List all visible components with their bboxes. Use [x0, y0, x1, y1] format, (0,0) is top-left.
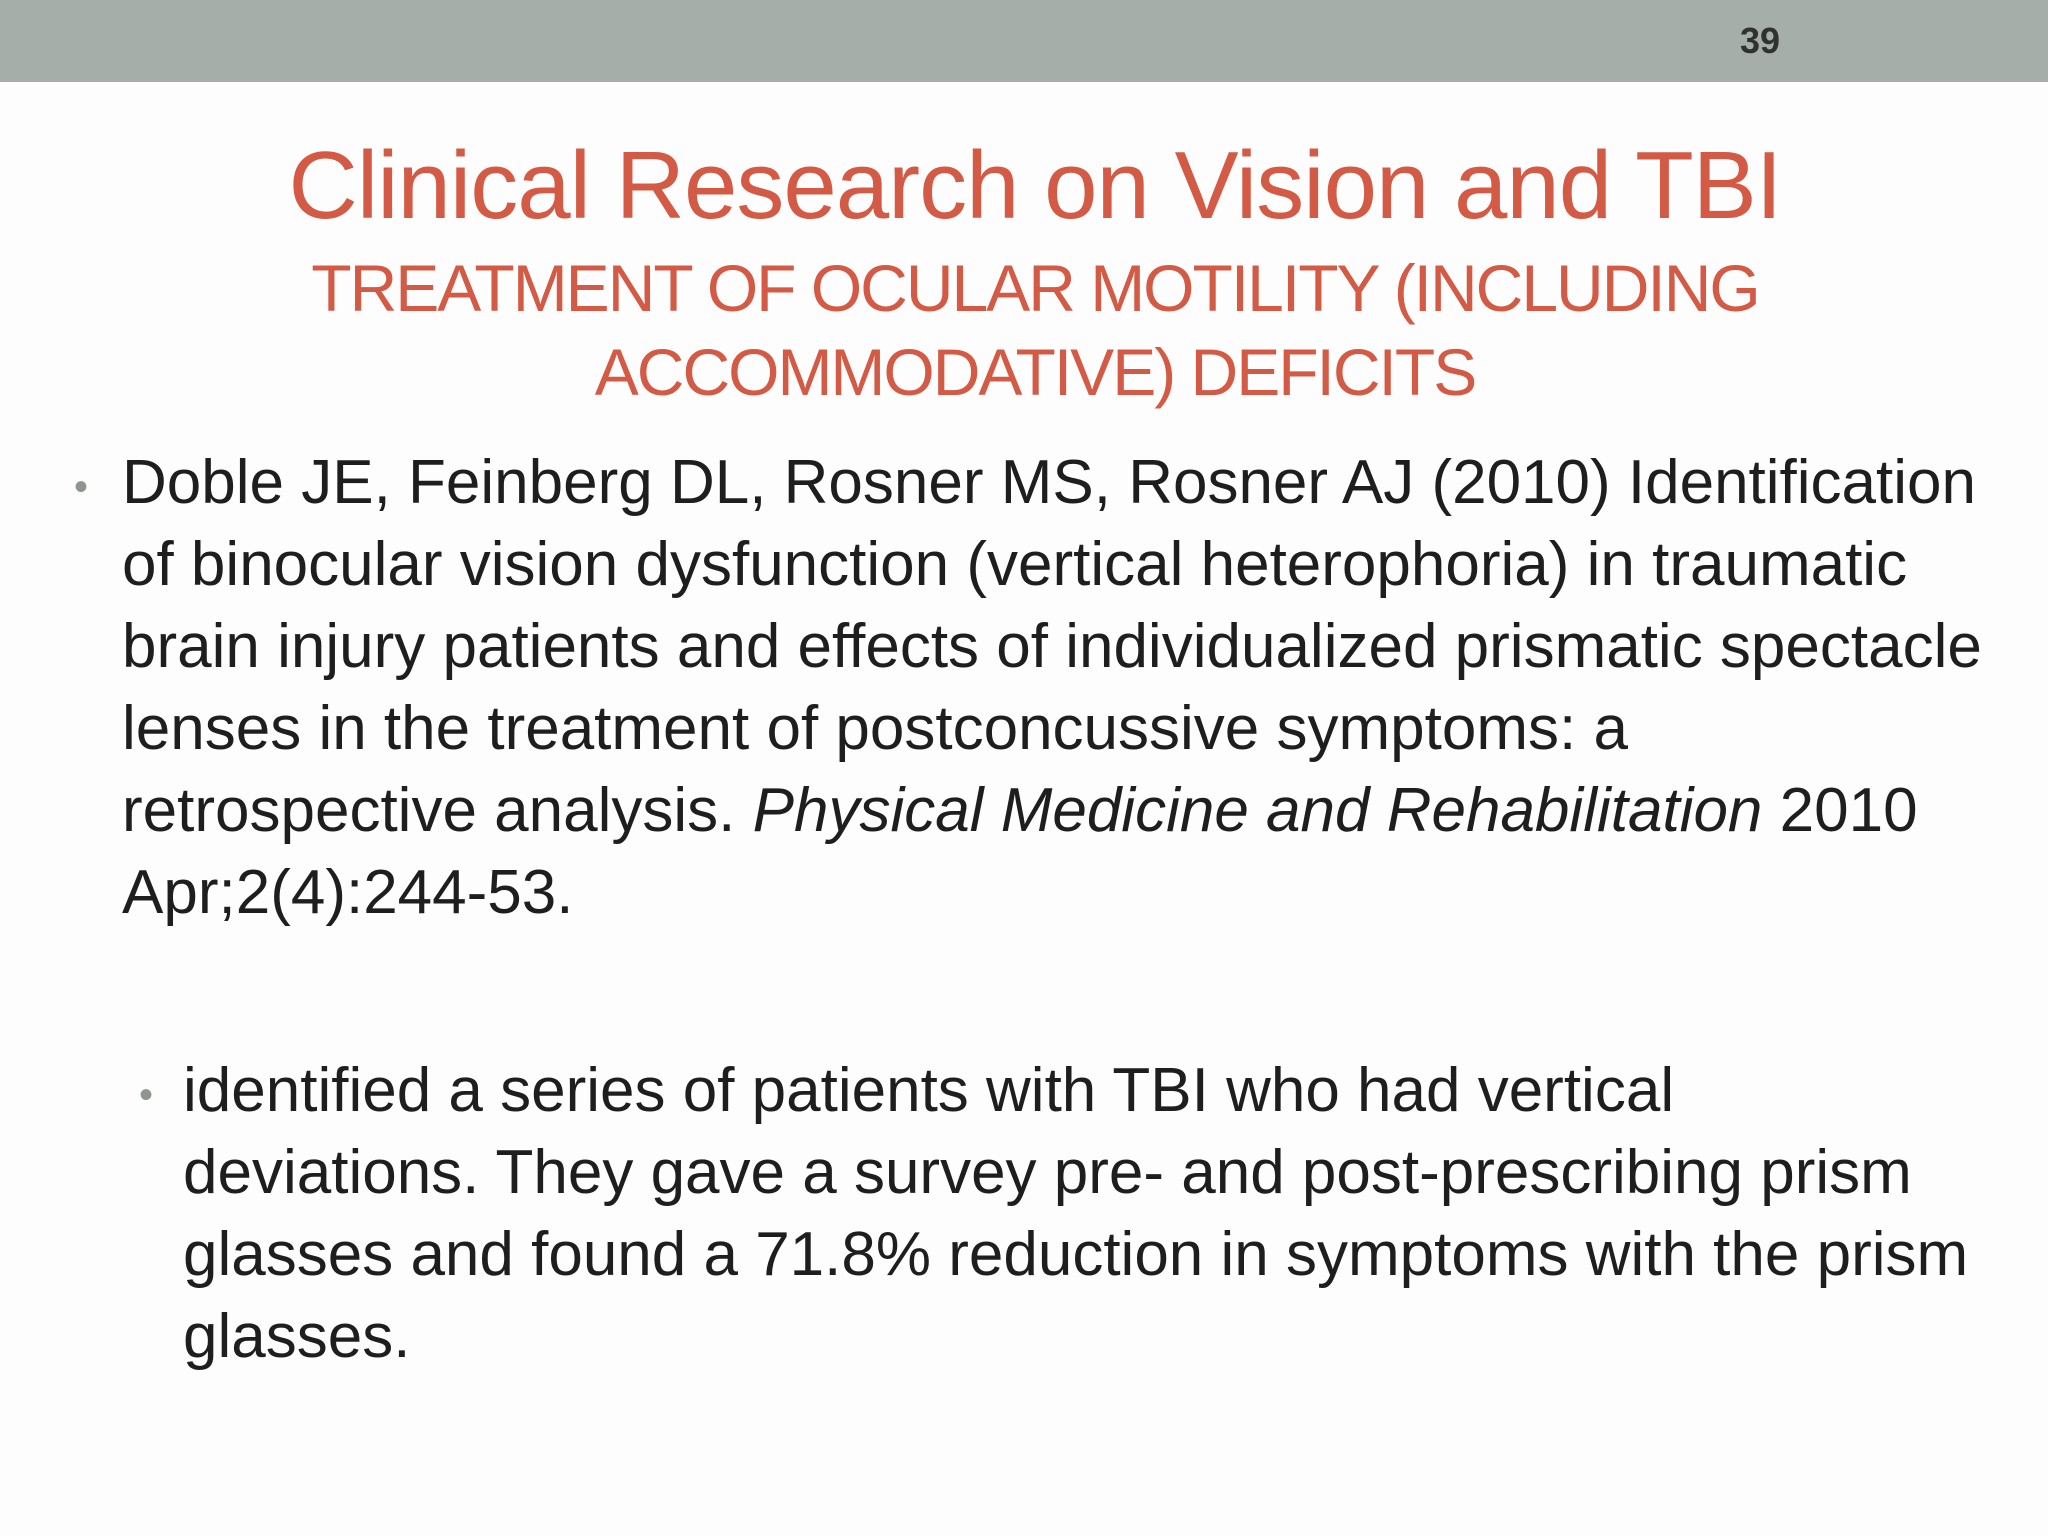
reference-journal: Physical Medicine and Rehabilitation [752, 776, 1763, 845]
bullet-marker: • [74, 465, 89, 509]
finding-text: identified a series of patients with TBI who had vertical deviations. They gave a survey pre- and post-prescribing prism glasses and found a 71.8% reduction in symptoms with the prism glasses. [183, 1056, 1969, 1371]
top-bar [0, 0, 2048, 82]
finding-sub-bullet [139, 1050, 1973, 1378]
slide-title: Clinical Research on Vision and TBI [288, 132, 1782, 239]
reference-bullet [74, 442, 1992, 934]
reference-text: Doble JE, Feinberg DL, Rosner MS, Rosner AJ (2010) Identification of binocular vision dysfunction (vertical heterophoria) in traumatic brain injury patients and effects of individualized prismatic spectacle lenses in the treatment of postconcussive symptoms: a retrospective analysis. [122, 448, 1982, 845]
slide-number: 39 [1739, 20, 1780, 61]
reference-citation: 2010 Apr;2(4):244-53. [122, 776, 1918, 927]
slide-subtitle: TREATMENT OF OCULAR MOTILITY (INCLUDING ACCOMMODATIVE) DEFICITS [311, 251, 1759, 409]
sub-bullet-marker: • [139, 1073, 154, 1117]
